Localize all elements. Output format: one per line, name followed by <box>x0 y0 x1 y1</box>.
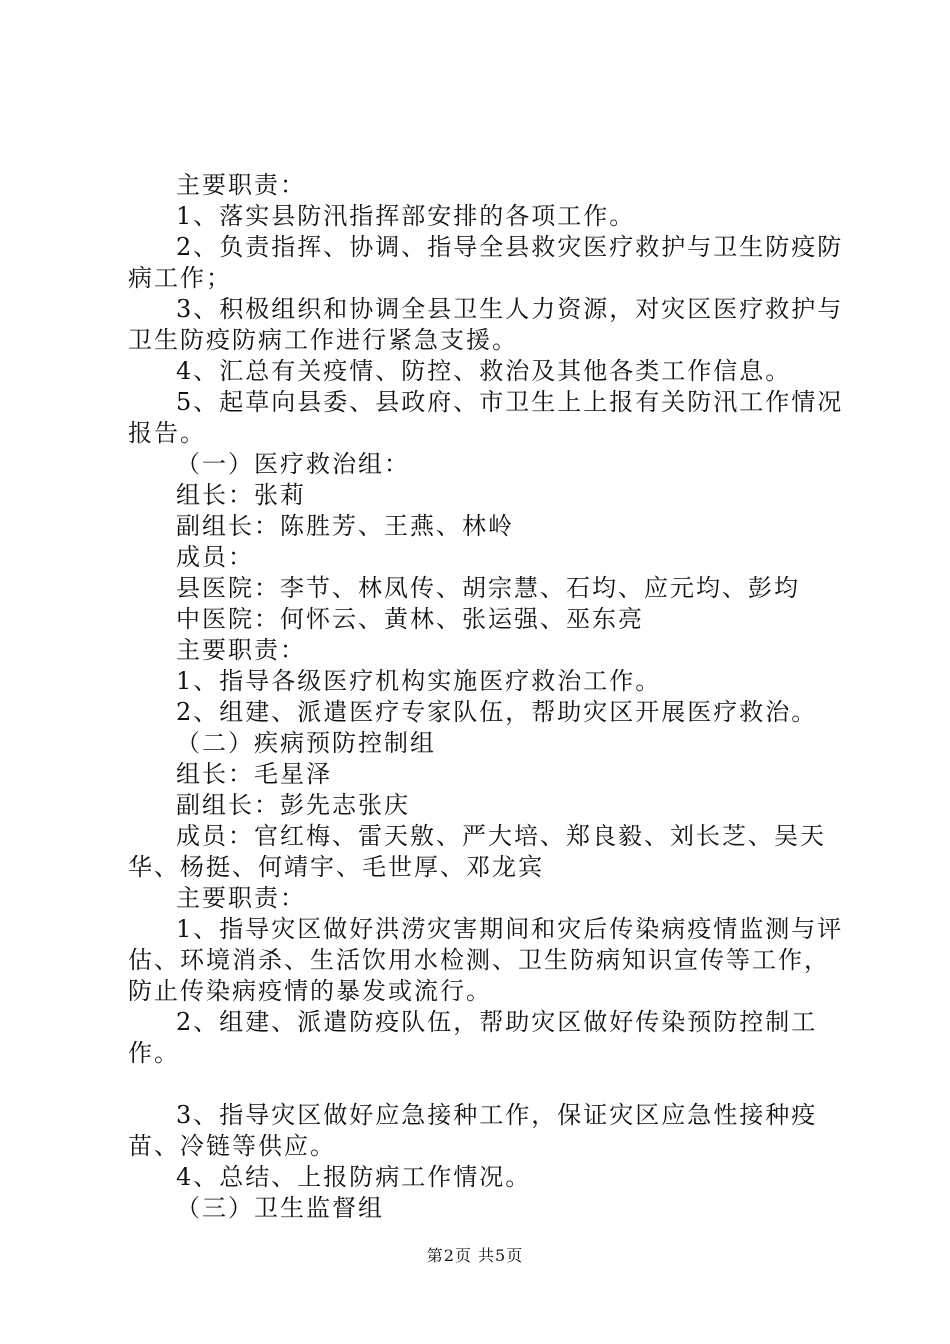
paragraph: 3、指导灾区做好应急接种工作，保证灾区应急性接种疫苗、冷链等供应。 <box>128 1101 818 1160</box>
paragraph: 主要职责： <box>176 884 306 912</box>
paragraph: 2、组建、派遣防疫队伍，帮助灾区做好传染预防控制工作。 <box>128 1008 818 1067</box>
paragraph: 2、组建、派遣医疗专家队伍，帮助灾区开展医疗救治。 <box>176 698 818 726</box>
paragraph: 主要职责： <box>176 171 306 199</box>
paragraph: 1、落实县防汛指挥部安排的各项工作。 <box>176 202 636 230</box>
paragraph: 主要职责： <box>176 636 306 664</box>
section-heading: （二）疾病预防控制组 <box>176 729 436 757</box>
paragraph: 组长：毛星泽 <box>176 760 332 788</box>
paragraph: 副组长：陈胜芳、王燕、林岭 <box>176 512 514 540</box>
paragraph: 县医院：李节、林凤传、胡宗慧、石均、应元均、彭均 <box>176 574 800 602</box>
paragraph: 5、起草向县委、县政府、市卫生上上报有关防汛工作情况报告。 <box>128 388 844 447</box>
paragraph: 1、指导灾区做好洪涝灾害期间和灾后传染病疫情监测与评估、环境消杀、生活饮用水检测、卫生防病知识宣传等工作，防止传染病疫情的暴发或流行。 <box>128 915 844 1005</box>
paragraph: 1、指导各级医疗机构实施医疗救治工作。 <box>176 667 662 695</box>
section-heading: （三）卫生监督组 <box>176 1194 384 1222</box>
paragraph: 副组长：彭先志张庆 <box>176 791 410 819</box>
paragraph: 4、汇总有关疫情、防控、救治及其他各类工作信息。 <box>176 357 792 385</box>
paragraph: 中医院：何怀云、黄林、张运强、巫东亮 <box>176 605 644 633</box>
paragraph: 成员： <box>176 543 254 571</box>
document-body <box>128 170 848 1224</box>
paragraph: 2、负责指挥、协调、指导全县救灾医疗救护与卫生防疫防病工作； <box>128 233 844 292</box>
paragraph: 3、积极组织和协调全县卫生人力资源，对灾区医疗救护与卫生防疫防病工作进行紧急支援。 <box>128 295 844 354</box>
paragraph: 组长：张莉 <box>176 481 306 509</box>
page-number-footer: 第2页 共5页 <box>426 1246 524 1265</box>
paragraph: 4、总结、上报防病工作情况。 <box>176 1163 532 1191</box>
section-heading: （一）医疗救治组： <box>176 450 410 478</box>
paragraph: 成员：官红梅、雷天敫、严大培、郑良毅、刘长芝、吴天华、杨挺、何靖宇、毛世厚、邓龙宾 <box>128 822 826 881</box>
